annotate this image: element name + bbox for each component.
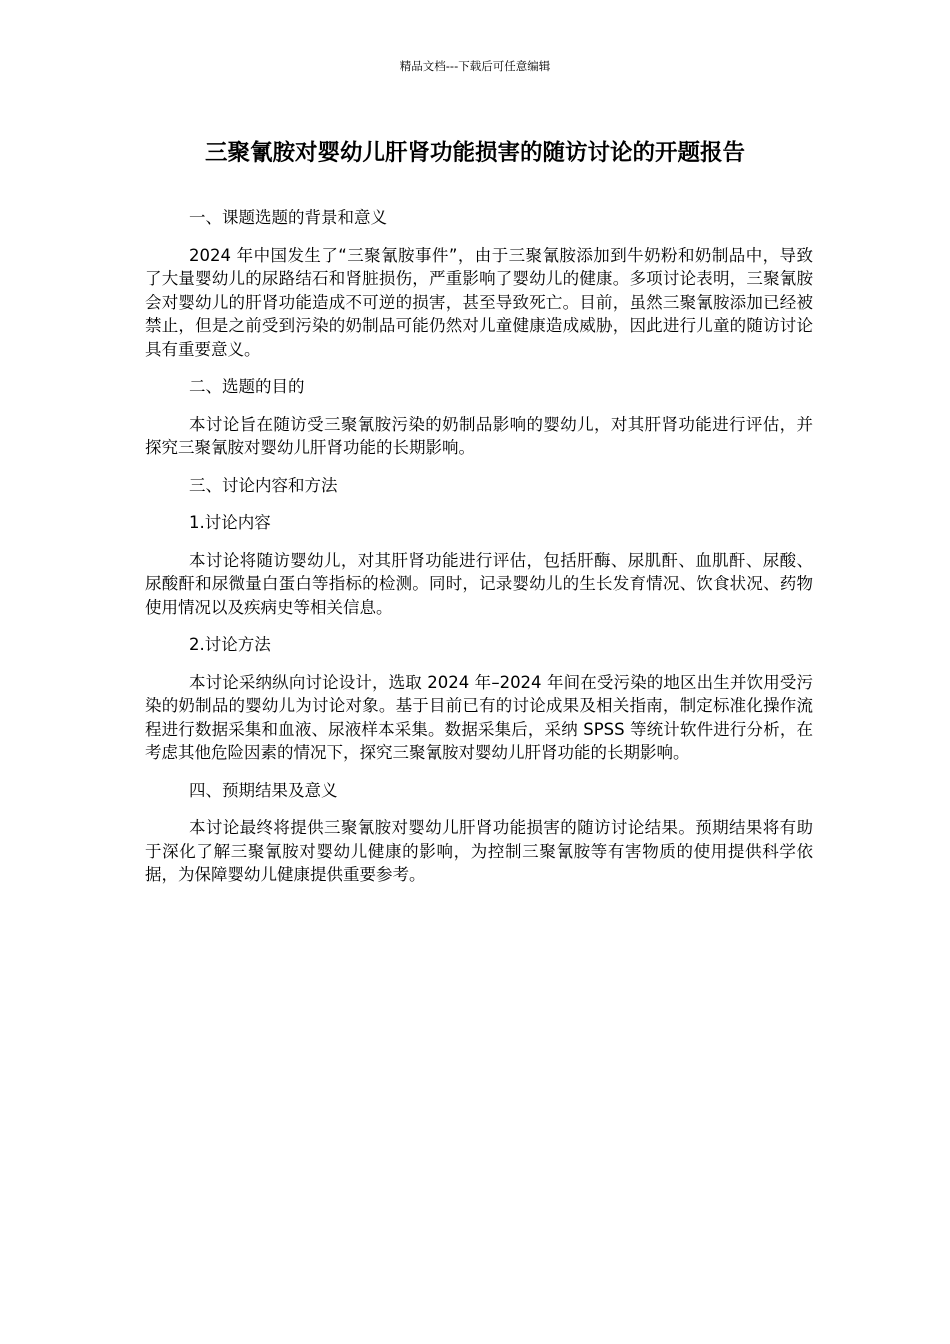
section-3-subheading-content: 1.讨论内容 <box>189 513 271 532</box>
section-3-subheading-method: 2.讨论方法 <box>189 635 271 654</box>
section-2-heading: 二、选题的目的 <box>189 377 305 396</box>
section-1-paragraph: 2024 年中国发生了“三聚氰胺事件”，由于三聚氰胺添加到牛奶粉和奶制品中，导致了大量婴幼儿的尿路结石和肾脏损伤，严重影响了婴幼儿的健康。多项讨论表明，三聚氰胺会对婴幼儿的肝肾功能造成不可逆的损害，甚至导致死亡。目前，虽然三聚氰胺添加已经被禁止，但是之前受到污染的奶制品可能仍然对儿童健康造成威胁，因此进行儿童的随访讨论具有重要意义。 <box>145 245 813 359</box>
section-2-paragraph: 本讨论旨在随访受三聚氰胺污染的奶制品影响的婴幼儿，对其肝肾功能进行评估，并探究三聚氰胺对婴幼儿肝肾功能的长期影响。 <box>145 414 813 457</box>
page-header-note: 精品文档---下载后可任意编辑 <box>399 59 551 73</box>
section-3-method-paragraph: 本讨论采纳纵向讨论设计，选取 2024 年–2024 年间在受污染的地区出生并饮用受污染的奶制品的婴幼儿为讨论对象。基于目前已有的讨论成果及相关指南，制定标准化操作流程进行数据采集和血液、尿液样本采集。数据采集后，采纳 SPSS 等统计软件进行分析，在考虑其他危险因素的情况下，探究三聚氰胺对婴幼儿肝肾功能的长期影响。 <box>145 672 813 762</box>
section-4-paragraph: 本讨论最终将提供三聚氰胺对婴幼儿肝肾功能损害的随访讨论结果。预期结果将有助于深化了解三聚氰胺对婴幼儿健康的影响，为控制三聚氰胺等有害物质的使用提供科学依据，为保障婴幼儿健康提供重要参考。 <box>145 818 813 884</box>
section-1-heading: 一、课题选题的背景和意义 <box>189 208 387 227</box>
section-4-heading: 四、预期结果及意义 <box>189 780 338 800</box>
document-body <box>145 206 813 901</box>
section-3-content-paragraph: 本讨论将随访婴幼儿，对其肝肾功能进行评估，包括肝酶、尿肌酐、血肌酐、尿酸、尿酸酐和尿微量白蛋白等指标的检测。同时，记录婴幼儿的生长发育情况、饮食状况、药物使用情况以及疾病史等相关信息。 <box>145 550 813 617</box>
document-title: 三聚氰胺对婴幼儿肝肾功能损害的随访讨论的开题报告 <box>204 140 745 166</box>
section-3-heading: 三、讨论内容和方法 <box>189 475 338 495</box>
